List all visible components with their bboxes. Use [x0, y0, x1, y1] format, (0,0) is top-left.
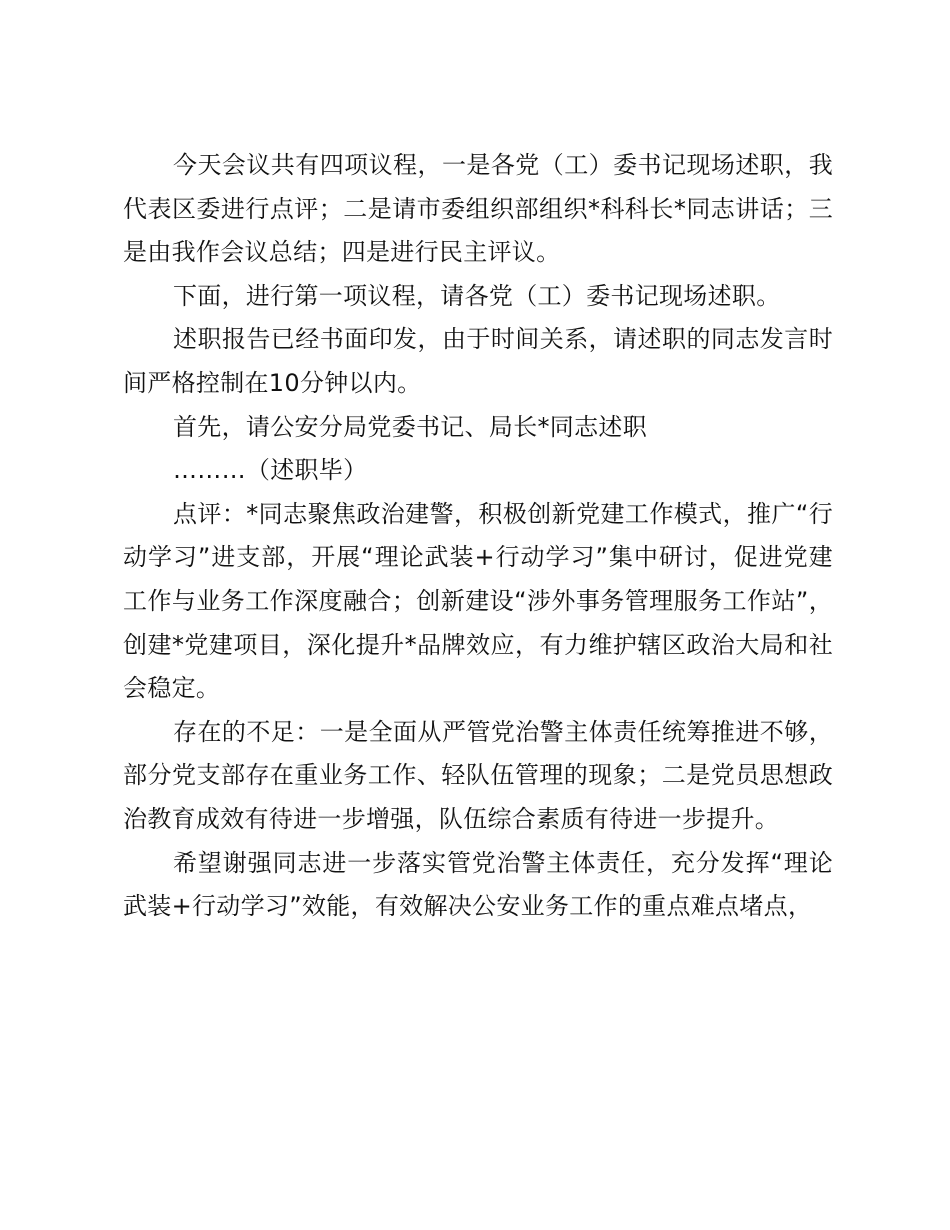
paragraph-shortcomings: 存在的不足：一是全面从严管党治警主体责任统筹推进不够，部分党支部存在重业务工作、轻队伍管理的现象；二是党员思想政治教育成效有待进一步增强，队伍综合素质有待进一步提升。 — [123, 717, 833, 833]
paragraph-agenda: 今天会议共有四项议程，一是各党（工）委书记现场述职，我代表区委进行点评；二是请市委组织部组织*科科长*同志讲话；三是由我作会议总结；四是进行民主评议。 — [123, 151, 833, 267]
document-body — [123, 144, 833, 929]
paragraph-first-item: 下面，进行第一项议程，请各党（工）委书记现场述职。 — [173, 281, 781, 310]
paragraph-first-speaker: 首先，请公安分局党委书记、局长*同志述职 — [173, 412, 647, 441]
paragraph-comment: 点评：*同志聚焦政治建警，积极创新党建工作模式，推广“行动学习”进支部，开展“理论武装+行动学习”集中研讨，促进党建工作与业务工作深度融合；创新建设“涉外事务管理服务工作站”，创建*党建项目，深化提升*品牌效应，有力维护辖区政治大局和社会稳定。 — [123, 499, 833, 703]
paragraph-expectation: 希望谢强同志进一步落实管党治警主体责任，充分发挥“理论武装+行动学习”效能，有效解决公安业务工作的重点难点堵点， — [123, 848, 833, 921]
paragraph-time-limit: 述职报告已经书面印发，由于时间关系，请述职的同志发言时间严格控制在10分钟以内。 — [123, 325, 833, 397]
paragraph-report-finished: ………（述职毕） — [173, 456, 368, 485]
